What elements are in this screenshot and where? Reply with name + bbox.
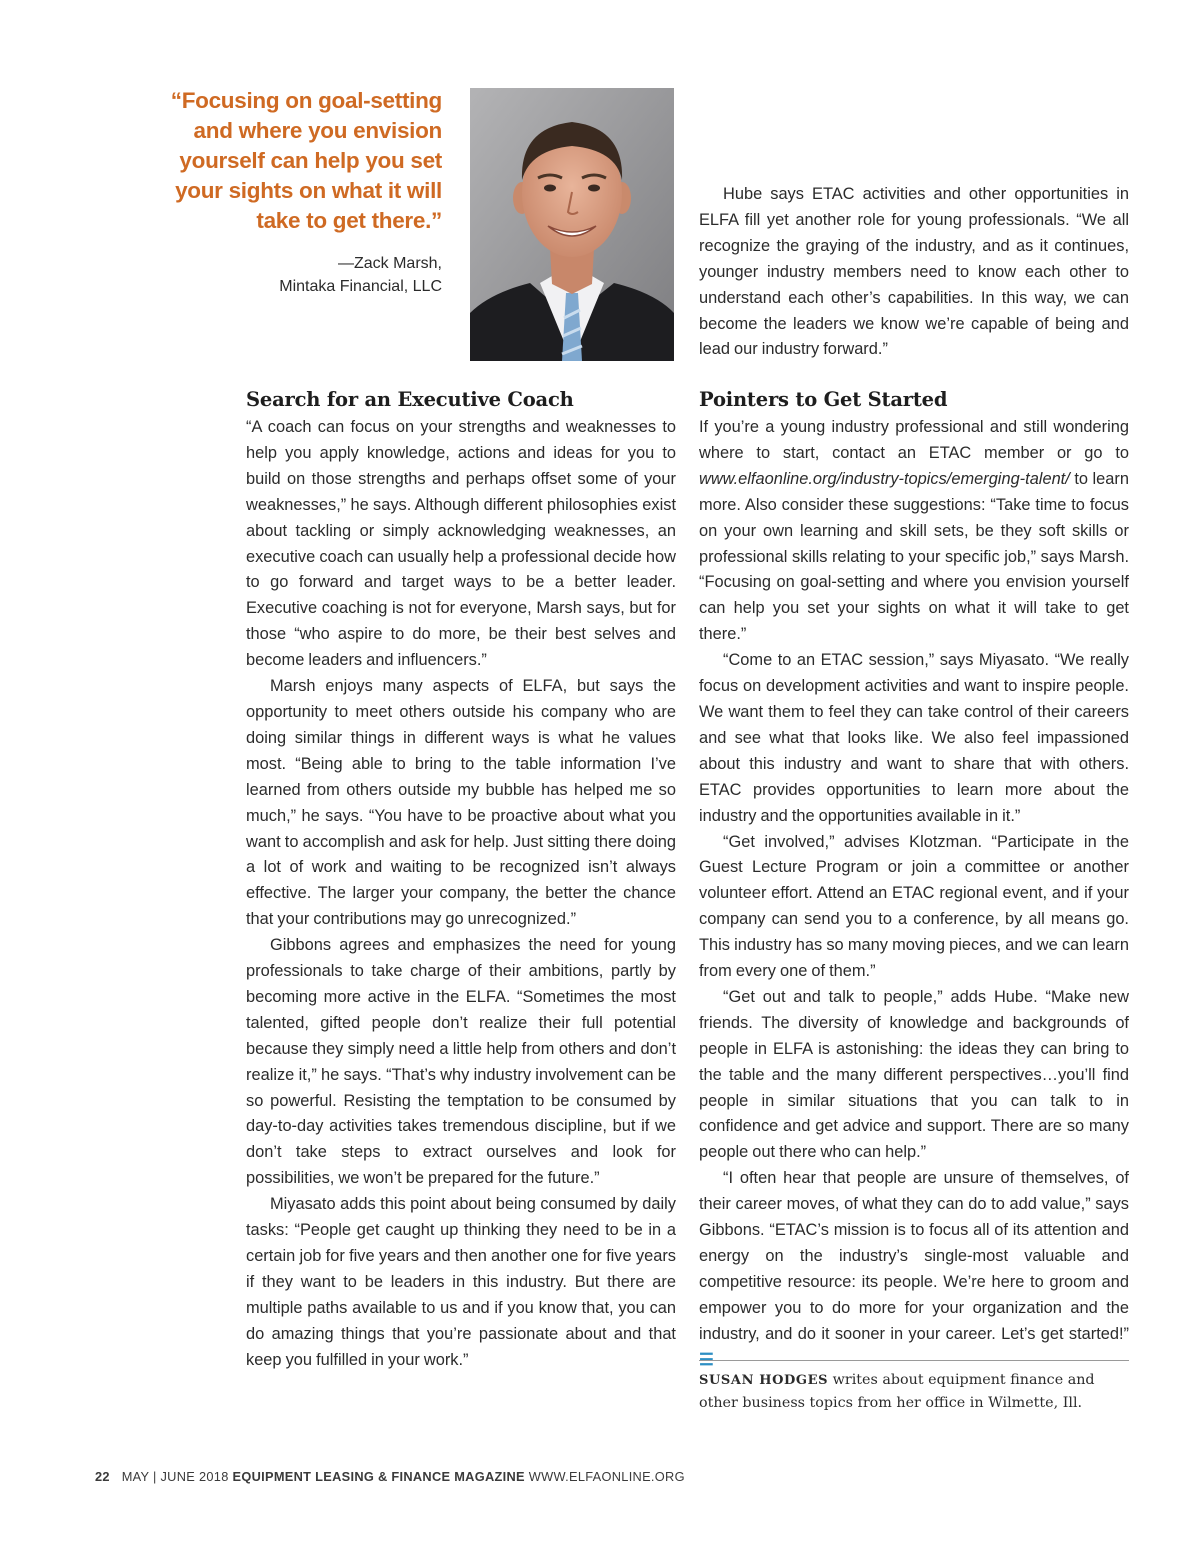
paragraph-text: If you’re a young industry professional and still wondering where to start, contact an ETAC member or go to <box>699 418 1129 462</box>
paragraph: “Get out and talk to people,” adds Hube. “Make new friends. The diversity of knowledge and backgrounds of people in ELFA is astonishing: the ideas they can bring to the table and the many different perspectives…you’ll find people in similar situations that you can talk to in confidence and get advice and support. There are so many people out there who can help.” <box>699 987 1129 1162</box>
paragraph <box>699 415 1129 648</box>
pull-quote-attribution <box>200 252 442 298</box>
paragraph: Gibbons agrees and emphasizes the need for young professionals to take charge of their ambitions, partly by becoming more active in the ELFA. “Sometimes the most talented, gifted people don’t realize their full potential because they simply need a little help from others and don’t realize it,” he says. “That’s why industry involvement can be so powerful. Resisting the temptation to be consumed by day-to-day activities takes tremendous discipline, but if we don’t take steps to extract ourselves and look for possibilities, we won’t be prepared for the future.” <box>246 936 676 1188</box>
left-column <box>246 386 676 1374</box>
right-intro-column <box>699 182 1129 363</box>
paragraph-text: to learn more. Also consider these suggestions: “Take time to focus on your own learning and skill sets, be they soft skills or professional skills relating to your specific job,” says Marsh. “Focusing on goal-setting and where you envision yourself can help you set your sights on what it will take to get there.” <box>699 469 1129 644</box>
paragraph: Marsh enjoys many aspects of ELFA, but says the opportunity to meet others outside his company who are doing similar things in different ways is what he values most. “Being able to bring to the table information I’ve learned from others outside my bubble has helped me so much,” he says. “You have to be proactive about what you want to accomplish and ask for help. Just sitting there doing a lot of work and waiting to be recognized isn’t always effective. The larger your company, the better the chance that your contributions may go unrecognized.” <box>246 677 676 929</box>
section-heading-pointers: Pointers to Get Started <box>699 388 948 411</box>
intro-paragraph: Hube says ETAC activities and other opportunities in ELFA fill yet another role for young professionals. “We all recognize the graying of the industry, and as it continues, younger industry members need to know each other to understand each other’s capabilities. In this way, we can become the leaders we know we’re capable of being and lead our industry forward.” <box>699 185 1129 359</box>
end-mark-icon: ☰ <box>699 1350 714 1369</box>
paragraph-text: “I often hear that people are unsure of themselves, of their career moves, of what they can do to add value,” says Gibbons. “ETAC’s mission is to focus all of its attention and energy on the industry’s single-most valuable and competitive resource: its people. We’re here to groom and empower you to do more for your organization and the industry, and do it sooner in your career. Let’s get started!” <box>699 1169 1129 1343</box>
section-heading-executive-coach: Search for an Executive Coach <box>246 388 574 411</box>
pull-quote-company: Mintaka Financial, LLC <box>279 278 442 295</box>
page-number: 22 <box>95 1469 110 1484</box>
pull-quote: “Focusing on goal-setting and where you envision yourself can help you set your sights on what it will take to get there.” <box>170 88 442 233</box>
paragraph: “Get involved,” advises Klotzman. “Participate in the Guest Lecture Program or join a committee or another volunteer effort. Attend an ETAC regional event, and if your company can send you to a conference, by all means go. This industry has so many moving pieces, and we can learn from every one of them.” <box>699 832 1129 981</box>
magazine-name: EQUIPMENT LEASING & FINANCE MAGAZINE <box>232 1469 525 1484</box>
paragraph: “Come to an ETAC session,” says Miyasato. “We really focus on development activities and want to inspire people. We want them to feel they can take control of their careers and see what that looks like. We also feel impassioned about this industry and want to share that with others. ETAC provides opportunities to learn more about the industry and the opportunities available in it.” <box>699 651 1129 825</box>
page-footer <box>95 1469 685 1484</box>
paragraph: “A coach can focus on your strengths and weaknesses to help you apply knowledge, actions and ideas for you to build on those strengths and perhaps offset some of your weaknesses,” he says. Although different philosophies exist about tackling or simply acknowledging weaknesses, an executive coach can usually help a professional decide how to go forward and target ways to be a better leader. Executive coaching is not for everyone, Marsh says, but for those “who aspire to do more, be their best selves and become leaders and influencers.” <box>246 418 676 670</box>
etac-link[interactable]: www.elfaonline.org/industry-topics/emerging-talent/ <box>699 469 1070 488</box>
portrait-photo <box>470 88 674 361</box>
author-name: SUSAN HODGES <box>699 1373 829 1388</box>
author-bio <box>699 1360 1129 1414</box>
website-link[interactable]: WWW.ELFAONLINE.ORG <box>528 1469 685 1484</box>
portrait-illustration <box>470 88 674 361</box>
issue-date: MAY | JUNE 2018 <box>121 1469 229 1484</box>
author-bio-text: writes about equipment finance and other business topics from her office in Wilmette, Ill. <box>699 1372 1095 1411</box>
paragraph <box>699 1166 1129 1373</box>
pull-quote-author: —Zack Marsh, <box>337 255 442 272</box>
paragraph: Miyasato adds this point about being consumed by daily tasks: “People get caught up thinking they need to be in a certain job for five years and then another one for five years if they want to be leaders in this industry. But there are multiple paths available to us and if you know that, you can do amazing things that you’re passionate about and that keep you fulfilled in your work.” <box>246 1195 676 1369</box>
right-column <box>699 386 1129 1374</box>
